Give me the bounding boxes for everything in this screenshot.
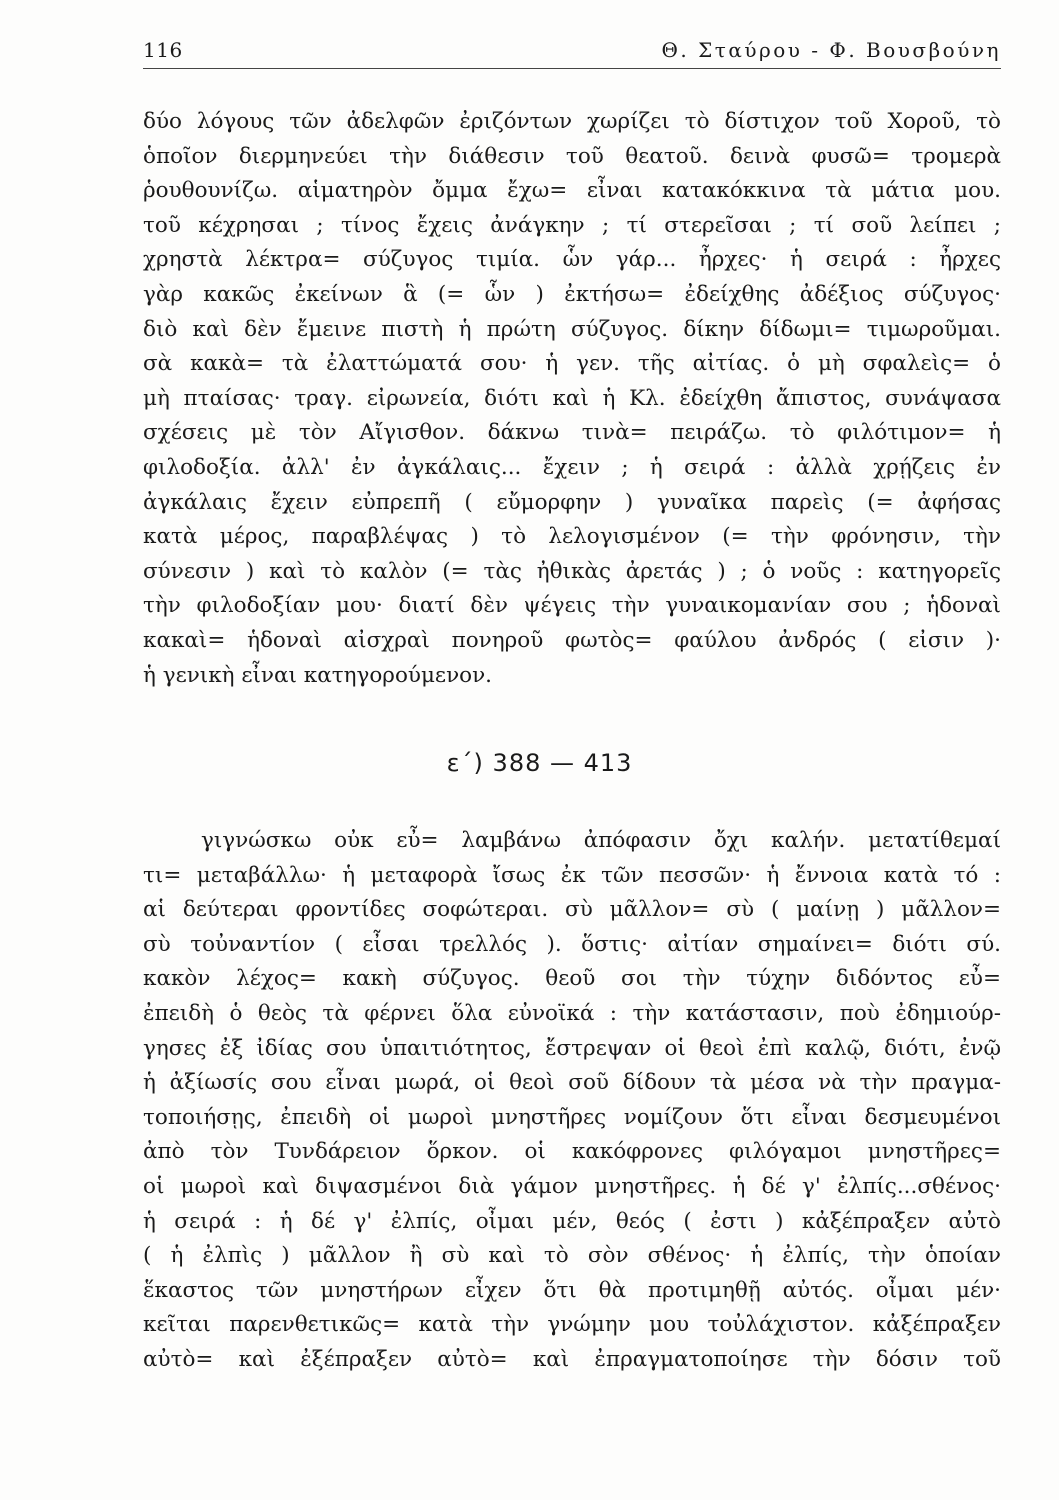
text-line: δύο λόγους τῶν ἀδελφῶν ἐριζόντων χωρίζει τὸ δίστιχον τοῦ Χοροῦ, τὸ [143, 109, 1001, 134]
text-line: γιγνώσκω οὐκ εὖ= λαμβάνω ἀπόφασιν ὄχι καλήν. μετατίθεμαί [201, 828, 1001, 853]
text-line: κεῖται παρενθετικῶς= κατὰ τὴν γνώμην μου τοὐλάχιστον. κἀξέπραξεν [143, 1312, 1001, 1338]
text-line: σὺ τοὐναντίον ( εἶσαι τρελλός ). ὅστις· αἰτίαν σημαίνει= διότι σύ. [143, 931, 1001, 957]
commentary-paragraph-2 [143, 824, 1001, 1378]
text-line: τι= μεταβάλλω· ἡ μεταφορὰ ἴσως ἐκ τῶν πεσσῶν· ἡ ἔννοια κατὰ τό : [143, 862, 1001, 888]
section-heading: ε΄) 388 — 413 [446, 749, 633, 777]
text-line: ἡ ἀξίωσίς σου εἶναι μωρά, οἱ θεοὶ σοῦ δίδουν τὰ μέσα νὰ τὴν πραγμα- [143, 1070, 1001, 1096]
page-number: 116 [143, 38, 183, 62]
text-line: ἡ σειρά : ἡ δέ γ' ἐλπίς, οἶμαι μέν, θεός ( ἐστι ) κἀξέπραξεν αὐτὸ [143, 1208, 1001, 1234]
text-line: τὴν φιλοδοξίαν μου· διατί δὲν ψέγεις τὴν γυναικομανίαν σου ; ἡδοναὶ [143, 593, 1001, 619]
text-line: γὰρ κακῶς ἐκείνων ἃ (= ὧν ) ἐκτήσω= ἐδείχθης ἀδέξιος σύζυγος· [143, 281, 1001, 307]
text-line: γησες ἐξ ἰδίας σου ὑπαιτιότητος, ἔστρεψαν οἱ θεοὶ ἐπὶ καλῷ, διότι, ἐνῷ [143, 1035, 1001, 1061]
text-line: οἱ μωροὶ καὶ διψασμένοι διὰ γάμον μνηστῆρες. ἡ δέ γ' ἐλπίς...σθένος· [143, 1173, 1001, 1199]
text-line: φιλοδοξία. ἀλλ' ἐν ἀγκάλαις... ἔχειν ; ἡ σειρά : ἀλλὰ χρῄζεις ἐν [143, 454, 1001, 480]
text-line: ἀπὸ τὸν Τυνδάρειον ὅρκον. οἱ κακόφρονες φιλόγαμοι μνηστῆρες= [143, 1139, 1001, 1165]
text-line: τοῦ κέχρησαι ; τίνος ἔχεις ἀνάγκην ; τί στερεῖσαι ; τί σοῦ λείπει ; [143, 212, 1001, 238]
text-line: κακὸν λέχος= κακὴ σύζυγος. θεοῦ σοι τὴν τύχην διδόντος εὖ= [143, 966, 1001, 992]
text-line: τοποιήσῃς, ἐπειδὴ οἱ μωροὶ μνηστῆρες νομίζουν ὅτι εἶναι δεσμευμένοι [143, 1104, 1001, 1130]
text-line: κακαὶ= ἡδοναὶ αἰσχραὶ πονηροῦ φωτὸς= φαύλου ἀνδρός ( εἰσιν )· [143, 627, 1001, 653]
text-line: διὸ καὶ δὲν ἔμεινε πιστὴ ἡ πρώτη σύζυγος. δίκην δίδωμι= τιμωροῦμαι. [143, 316, 1001, 342]
text-line: ὁποῖον διερμηνεύει τὴν διάθεσιν τοῦ θεατοῦ. δεινὰ φυσῶ= τρομερὰ [143, 143, 1001, 169]
text-line: κατὰ μέρος, παραβλέψας ) τὸ λελογισμένον (= τὴν φρόνησιν, τὴν [143, 524, 1001, 550]
text-line: χρηστὰ λέκτρα= σύζυγος τιμία. ὧν γάρ... ἦρχες· ἡ σειρά : ἦρχες [143, 247, 1001, 273]
text-line: ἡ γενικὴ εἶναι κατηγορούμενον. [143, 662, 492, 688]
text-line: ἐπειδὴ ὁ θεὸς τὰ φέρνει ὅλα εὐνοϊκά : τὴν κατάστασιν, ποὺ ἐδημιούρ- [143, 1000, 1001, 1026]
text-line: αὐτὸ= καὶ ἐξέπραξεν αὐτὸ= καὶ ἐπραγματοποίησε τὴν δόσιν τοῦ [143, 1346, 1001, 1372]
text-line: ῥουθουνίζω. αἱματηρὸν ὄμμα ἔχω= εἶναι κατακόκκινα τὰ μάτια μου. [143, 178, 1001, 204]
text-line: σὰ κακὰ= τὰ ἐλαττώματά σου· ἡ γεν. τῆς αἰτίας. ὁ μὴ σφαλεὶς= ὁ [143, 351, 1001, 377]
text-line: σχέσεις μὲ τὸν Αἴγισθον. δάκνω τινὰ= πειράζω. τὸ φιλότιμον= ἡ [143, 420, 1001, 446]
commentary-paragraph-1 [143, 105, 1001, 693]
text-line: σύνεσιν ) καὶ τὸ καλὸν (= τὰς ἠθικὰς ἀρετάς ) ; ὁ νοῦς : κατηγορεῖς [143, 558, 1001, 584]
running-head [143, 34, 1001, 69]
text-line: ( ἡ ἐλπὶς ) μᾶλλον ἢ σὺ καὶ τὸ σὸν σθένος· ἡ ἐλπίς, τὴν ὁποίαν [143, 1243, 1001, 1269]
text-line: ἕκαστος τῶν μνηστήρων εἶχεν ὅτι θὰ προτιμηθῇ αὐτός. οἶμαι μέν· [143, 1277, 1001, 1303]
text-line: ἀγκάλαις ἔχειν εὐπρεπῆ ( εὔμορφην ) γυναῖκα παρεὶς (= ἀφήσας [143, 489, 1001, 515]
text-line: μὴ πταίσας· τραγ. εἰρωνεία, διότι καὶ ἡ Κλ. ἐδείχθη ἄπιστος, συνάψασα [143, 385, 1001, 411]
text-line: αἱ δεύτεραι φροντίδες σοφώτεραι. σὺ μᾶλλον= σὺ ( μαίνῃ ) μᾶλλον= [143, 897, 1001, 923]
running-head-authors: Θ. Σταύρου - Φ. Βουσβούνη [661, 38, 1001, 62]
